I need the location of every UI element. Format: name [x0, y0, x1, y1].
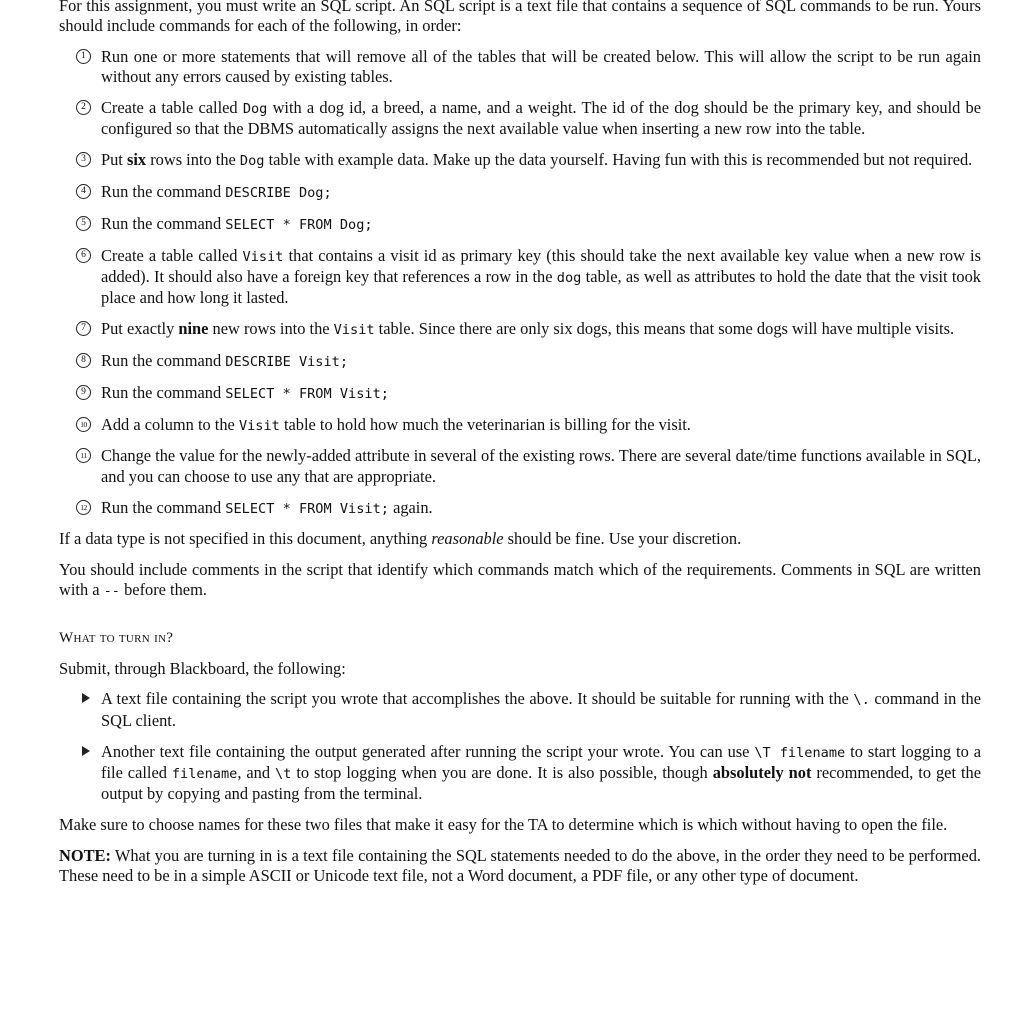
list-item: 9 Run the command SELECT * FROM Visit; — [59, 383, 981, 404]
list-item: 5 Run the command SELECT * FROM Dog; — [59, 214, 981, 235]
code-text: SELECT * FROM Visit; — [225, 385, 389, 402]
submit-paragraph: Submit, through Blackboard, the following: — [59, 659, 346, 679]
step-number-badge: 7 — [76, 321, 91, 336]
list-item: A text file containing the script you wrote that accomplishes the above. It should be suitable for running with the \. command in the SQL client. — [59, 689, 981, 731]
file-names-paragraph: Make sure to choose names for these two files that make it easy for the TA to determine which is which without having to open the file. — [59, 815, 948, 835]
code-text: SELECT * FROM Visit; — [225, 500, 389, 517]
intro-paragraph: For this assignment, you must write an SQL script. An SQL script is a text file that contains a sequence of SQL commands to be run. Yours should include commands for each of the following, in order: — [59, 0, 981, 36]
section-heading: What to turn in? — [59, 629, 174, 646]
list-item: 4 Run the command DESCRIBE Dog; — [59, 182, 981, 203]
comments-paragraph: You should include comments in the script that identify which commands match which of the requirements. Comments in SQL are written with a -- before them. — [59, 559, 981, 600]
code-text: \. — [853, 692, 870, 709]
assignment-document — [59, 0, 981, 896]
list-item: 11 Change the value for the newly-added attribute in several of the existing rows. There are several date/time functions available in SQL, and you can choose to use any that are appropriate. — [59, 446, 981, 487]
code-text: DESCRIBE Dog; — [225, 185, 332, 202]
list-item: 2 Create a table called Dog with a dog id, a breed, a name, and a weight. The id of the dog should be the primary key, and should be configured so that the DBMS automatically assigns the next available value when inserting a new row into the table. — [59, 98, 981, 140]
code-text: \T filename — [754, 744, 846, 761]
data-type-paragraph: If a data type is not specified in this document, anything reasonable should be fine. Use your discretion. — [59, 529, 742, 549]
step-number-badge: 3 — [76, 152, 91, 167]
list-item: 6 Create a table called Visit that contains a visit id as primary key (this should take the next available key value when a new row is added). It should also have a foreign key that references a row in the dog table, as well as attributes to hold the date that the visit took place and how long it lasted. — [59, 246, 981, 309]
list-item: 8 Run the command DESCRIBE Visit; — [59, 351, 981, 372]
code-text: Dog — [242, 101, 268, 118]
code-text: -- — [103, 583, 120, 600]
list-item: 3 Put six rows into the Dog table with example data. Make up the data yourself. Having fun with this is recommended but not required. — [59, 150, 981, 171]
step-number-badge: 11 — [76, 448, 91, 463]
note-label: NOTE: — [59, 845, 111, 865]
code-text: SELECT * FROM Dog; — [225, 216, 373, 233]
code-text: dog — [556, 270, 582, 287]
step-number-badge: 5 — [76, 216, 91, 231]
code-text: filename — [171, 766, 238, 783]
list-item: 10 Add a column to the Visit table to hold how much the veterinarian is billing for the visit. — [59, 415, 981, 436]
code-text: \t — [275, 766, 292, 783]
triangle-bullet-icon — [82, 746, 90, 756]
code-text: Visit — [333, 322, 375, 339]
code-text: DESCRIBE Visit; — [225, 354, 349, 371]
list-item: 7 Put exactly nine new rows into the Visit table. Since there are only six dogs, this means that some dogs will have multiple visits. — [59, 319, 981, 340]
step-number-badge: 12 — [76, 500, 91, 515]
step-number-badge: 8 — [76, 353, 91, 368]
list-item: 12 Run the command SELECT * FROM Visit; again. — [59, 498, 981, 519]
list-item: Another text file containing the output generated after running the script your wrote. You can use \T filename to start logging to a file called filename, and \t to stop logging when you are done. It is also possible, though absolutely not recommended, to get the output by copying and pasting from the terminal. — [59, 742, 981, 805]
triangle-bullet-icon — [82, 693, 90, 703]
requirements-list — [59, 47, 981, 519]
code-text: Visit — [242, 248, 284, 265]
code-text: Visit — [238, 417, 280, 434]
code-text: Dog — [239, 153, 265, 170]
step-number-badge: 1 — [76, 49, 91, 64]
step-number-badge: 4 — [76, 184, 91, 199]
list-item: 1 Run one or more statements that will remove all of the tables that will be created below. This will allow the script to be run again without any errors caused by existing tables. — [59, 47, 981, 88]
note-paragraph: NOTE: What you are turning in is a text file containing the SQL statements needed to do the above, in the order they need to be performed. These need to be in a simple ASCII or Unicode text file, not a Word document, a PDF file, or any other type of document. — [59, 845, 981, 886]
step-number-badge: 9 — [76, 385, 91, 400]
step-number-badge: 6 — [76, 248, 91, 263]
step-number-badge: 10 — [76, 417, 91, 432]
step-number-badge: 2 — [76, 100, 91, 115]
deliverables-list — [59, 689, 981, 804]
